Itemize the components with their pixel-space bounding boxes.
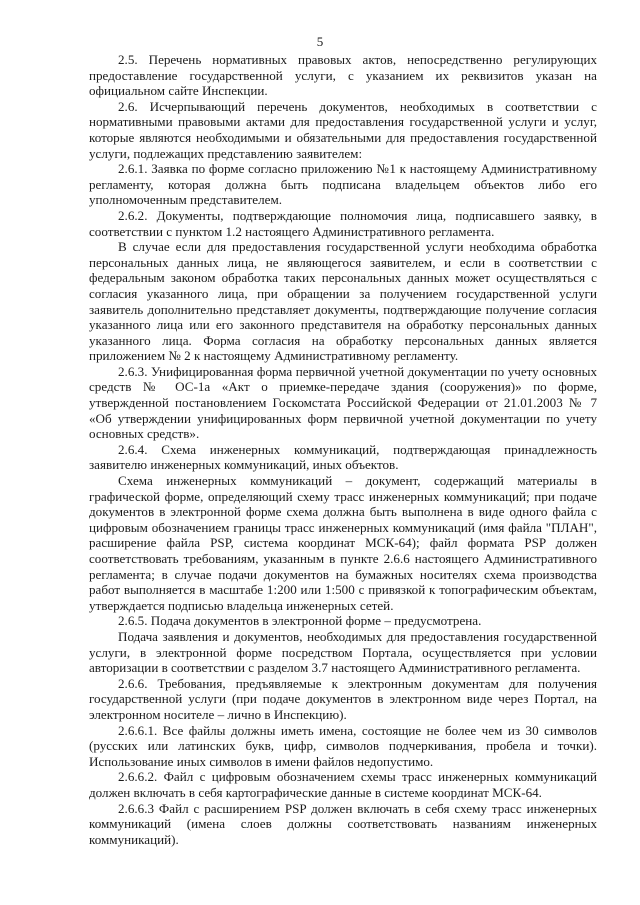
paragraph-2-6-3: 2.6.3. Унифицированная форма первичной учетной документации по учету основных средств № ОС-1а «Акт о приемке-передаче здания (сооружения)» по форме, утвержденной постановлением Госкомстата Российской Федерации от 21.01.2003 № 7 «Об утверждении унифицированных форм первичной учетной документации по учету основных средств». — [89, 363, 597, 442]
paragraph-2-6-5: 2.6.5. Подача документов в электронной форме – предусмотрена. — [118, 613, 482, 629]
paragraph-2-6-6-1: 2.6.6.1. Все файлы должны иметь имена, состоящие не более чем из 30 символов (русских или латинских букв, цифр, символов подчеркивания, пробела и точки). Использование иных символов в имени файлов недопустимо. — [89, 722, 597, 769]
paragraph-2-6-6-3: 2.6.6.3 Файл с расширением PSP должен включать в себя схему трасс инженерных коммуникаций (имена слоев должны соответствовать названиям инженерных коммуникаций). — [89, 800, 597, 847]
page-number: 5 — [316, 34, 324, 49]
paragraph-2-6-4: 2.6.4. Схема инженерных коммуникаций, подтверждающая принадлежность заявителю инженерных коммуникаций, иных объектов. — [89, 441, 597, 473]
paragraph-2-6-6: 2.6.6. Требования, предъявляемые к электронным документам для получения государственной услуги (при подаче документов в электронном виде через Портал, на электронном носителе – лично в Инспекцию). — [89, 675, 597, 722]
paragraph-2-6: 2.6. Исчерпывающий перечень документов, необходимых в соответствии с нормативными правовыми актами для предоставления государственной услуги и услуг, которые являются необходимыми и обязательными для предоставления государственной услуги, подлежащих представлению заявителем: — [89, 98, 597, 161]
paragraph-2-5: 2.5. Перечень нормативных правовых актов, непосредственно регулирующих предоставление государственной услуги, с указанием их реквизитов указан на официальном сайте Инспекции. — [89, 52, 597, 99]
paragraph-2-6-2: 2.6.2. Документы, подтверждающие полномочия лица, подписавшего заявку, в соответствии с пунктом 1.2 настоящего Административного регламента. — [89, 207, 597, 239]
paragraph-2-6-1: 2.6.1. Заявка по форме согласно приложению №1 к настоящему Административному регламенту, которая должна быть подписана владельцем объектов либо его уполномоченным представителем. — [89, 161, 597, 208]
paragraph-2-6-6-2: 2.6.6.2. Файл с цифровым обозначением схемы трасс инженерных коммуникаций должен включать в себя картографические данные в системе координат МСК-64. — [89, 769, 597, 800]
paragraph-personal-data: В случае если для предоставления государственной услуги необходима обработка персональных данных лица, не являющегося заявителем, и если в соответствии с федеральным законом обработка таких персональных данных может осуществляться с согласия указанного лица, при обращении за получением государственной услуги заявитель дополнительно представляет документы, подтверждающие получение согласия указанного лица или его законного представителя на обработку персональных данных указанного лица. Форма согласия на обработку персональных данных является приложением № 2 к настоящему Административному регламенту. — [89, 239, 597, 364]
paragraph-portal-submission: Подача заявления и документов, необходимых для предоставления государственной услуги, в электронной форме посредством Портала, осуществляется при условии авторизации в соответствии с разделом 3.7 настоящего Административного регламента. — [89, 628, 597, 676]
paragraph-scheme-definition: Схема инженерных коммуникаций – документ, содержащий материалы в графической форме, определяющий схему трасс инженерных коммуникаций; при подаче документов в электронной форме схема должна быть выполнена в виде одного файла с цифровым обозначением границы трасс инженерных коммуникаций (имя файла "ПЛАН", расширение файла PSP, система координат МСК-64); файл формата PSP должен соответствовать требованиям, указанным в пункте 2.6.6 настоящего Административного регламента; в случае подачи документов на бумажных носителях схема производства работ выполняется в масштабе 1:200 или 1:500 с привязкой к топографическим объектам, утверждается подписью владельца инженерных сетей. — [89, 473, 597, 613]
document-body — [89, 52, 597, 847]
